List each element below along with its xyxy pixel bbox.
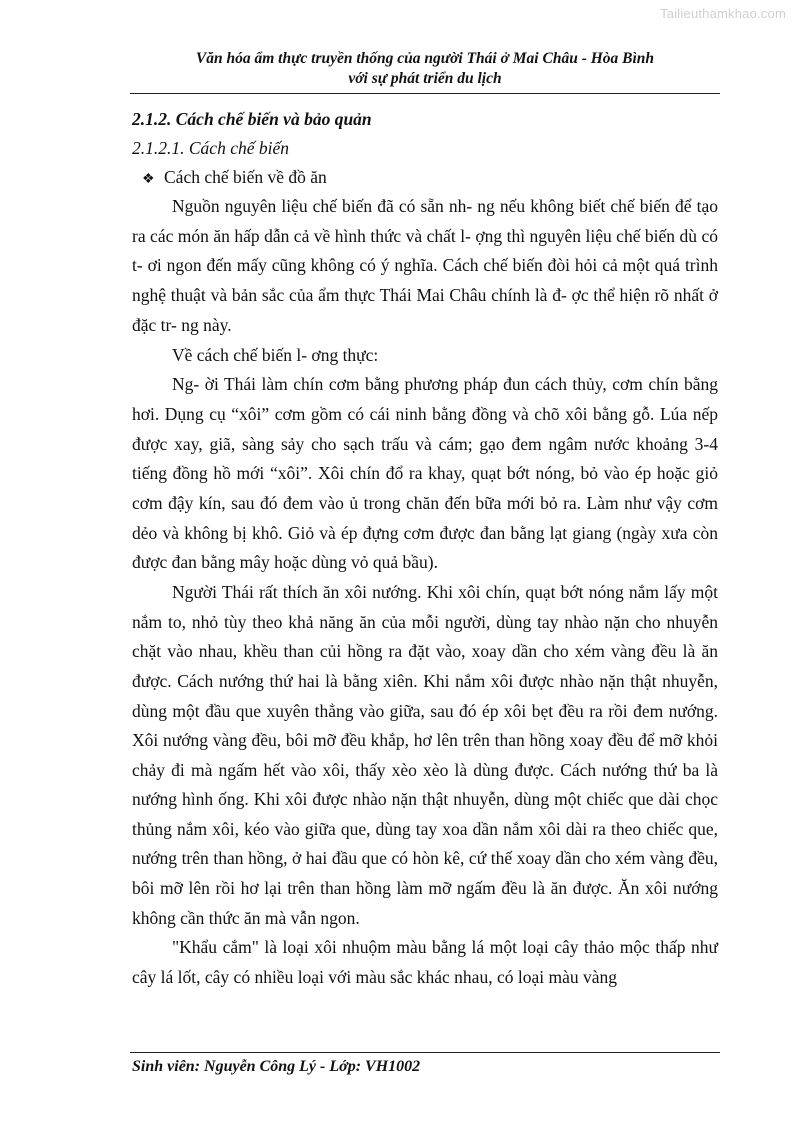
paragraph: Nguồn nguyên liệu chế biến đã có sẵn nh- ng nếu không biết chế biến để tạo ra các món ăn hấp dẫn cả về hình thức và chất l- ợng thì nguyên liệu chế biến dù có t- ơi ngon đến mấy cũng không có ý nghĩa. Cách chế biến đòi hỏi cả một quá trình nghệ thuật và bản sắc của ẩm thực Thái Mai Châu chính là đ- ợc thể hiện rõ nhất ở đặc tr- ng này. xyxy=(132,196,718,335)
bullet-heading xyxy=(132,162,718,192)
paragraph: Người Thái rất thích ăn xôi nướng. Khi xôi chín, quạt bớt nóng nắm lấy một nắm to, nhỏ tùy theo khả năng ăn của mỗi người, dùng tay nhào nặn cho nhuyễn chặt vào nhau, khều than củi hồng ra đặt vào, xoay dần cho xém vàng đều là ăn được. Cách nướng thứ hai là bằng xiên. Khi nắm xôi được nhào nặn thật nhuyễn, dùng một đầu que xuyên thẳng vào giữa, sau đó ép xôi bẹt đều ra rồi đem nướng. Xôi nướng vàng đều, bôi mỡ đều khắp, hơ lên trên than hồng xoay đều để mỡ khỏi chảy đi mà ngấm hết vào xôi, thấy xèo xèo là dùng được. Cách nướng thứ ba là nướng hình ống. Khi xôi được nhào nặn thật nhuyễn, dùng một chiếc que dài chọc thủng nắm xôi, kéo vào giữa que, dùng tay xoa dần nắm xôi dài ra theo chiếc que, nướng trên than hồng, ở hai đầu que có hòn kê, cứ thế xoay dần cho xém vàng đều, bôi mỡ lên rồi hơ lại trên than hồng làm mỡ ngấm đều là ăn được. Ăn xôi nướng không cần thức ăn mà vẫn ngon. xyxy=(132,582,718,928)
paragraph: Ng- ời Thái làm chín cơm bằng phương pháp đun cách thủy, cơm chín bằng hơi. Dụng cụ “xôi” cơm gồm có cái ninh bằng đồng và chõ xôi bằng gỗ. Lúa nếp được xay, giã, sàng sảy cho sạch trấu và cám; gạo đem ngâm nước khoảng 3-4 tiếng đồng hồ mới “xôi”. Xôi chín đổ ra khay, quạt bớt nóng, bỏ vào ép hoặc giỏ cơm đậy kín, sau đó đem vào ủ trong chăn đến bữa mới bỏ ra. Làm như vậy cơm dẻo và không bị khô. Giỏ và ép đựng cơm được đan bằng lạt giang (ngày xưa còn được đan bằng mây hoặc dùng vỏ quả bầu). xyxy=(132,374,718,573)
footer-divider xyxy=(130,1052,720,1053)
section-heading: 2.1.2. Cách chế biến và bảo quản xyxy=(132,109,372,129)
page-body xyxy=(132,104,718,992)
header-line-2: với sự phát triển du lịch xyxy=(348,70,502,87)
paragraph: "Khẩu cắm" là loại xôi nhuộm màu bằng lá một loại cây thảo mộc thấp như cây lá lốt, cây có nhiều loại với màu sắc khác nhau, có loại màu vàng xyxy=(132,937,718,987)
watermark: Tailieuthamkhao.com xyxy=(660,6,786,21)
running-header xyxy=(130,49,720,89)
running-footer: Sinh viên: Nguyễn Công Lý - Lớp: VH1002 xyxy=(132,1058,421,1075)
paragraph: Về cách chế biến l- ơng thực: xyxy=(172,344,379,365)
header-divider xyxy=(130,93,720,94)
bullet-text: Cách chế biến về đồ ăn xyxy=(164,167,327,187)
diamond-bullet-icon: ❖ xyxy=(142,172,155,187)
subsection-heading: 2.1.2.1. Cách chế biến xyxy=(132,138,289,158)
header-line-1: Văn hóa ẩm thực truyền thống của người Thái ở Mai Châu - Hòa Bình xyxy=(195,50,655,67)
